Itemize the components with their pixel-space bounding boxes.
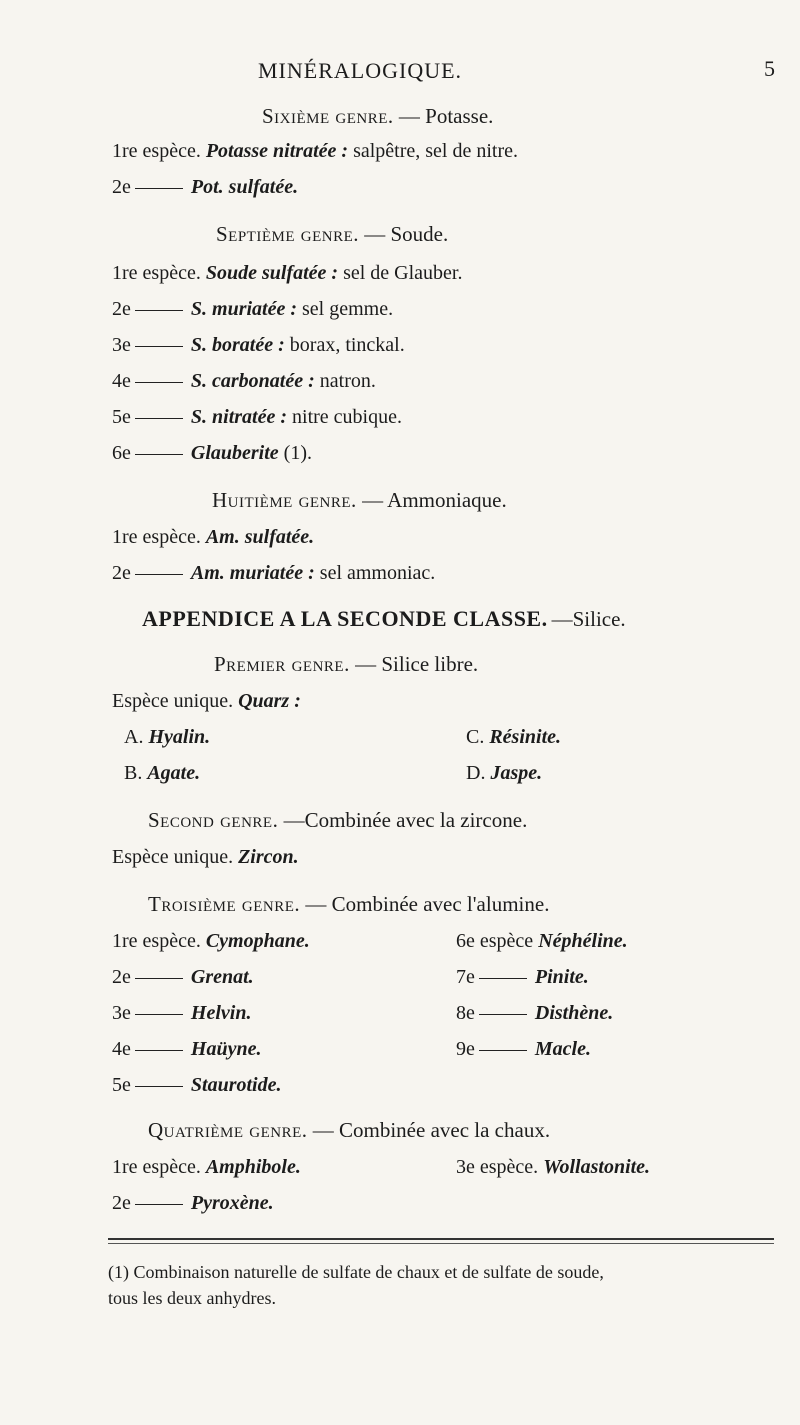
section-heading-huitieme: Huitième genre. — Ammoniaque.: [212, 488, 507, 512]
entry-row: 1re espèce. Am. sulfatée.: [112, 526, 315, 548]
section-heading-second: Second genre. —Combinée avec la zircone.: [148, 808, 528, 832]
entry-row: 2e Grenat.: [112, 966, 254, 988]
section-heading-septieme: Septième genre. — Soude.: [216, 222, 449, 246]
footnote-rule-thin: [108, 1243, 774, 1244]
variety-item: B. Agate.: [124, 762, 201, 784]
entry-row: 1re espèce. Cymophane.: [112, 930, 310, 952]
variety-item: D. Jaspe.: [466, 762, 543, 784]
entry-row: 1re espèce. Amphibole.: [112, 1156, 301, 1178]
footnote-rule: [108, 1238, 774, 1240]
variety-item: A. Hyalin.: [124, 726, 211, 748]
page-number: 5: [764, 56, 775, 81]
entry-row: 5e S. nitratée : nitre cubique.: [112, 406, 402, 428]
entry-row: 2e Pot. sulfatée.: [112, 176, 299, 198]
entry-row: 1re espèce. Soude sulfatée : sel de Glauber.: [112, 262, 463, 284]
entry-row: 3e Helvin.: [112, 1002, 252, 1024]
unique-species: Espèce unique. Zircon.: [112, 846, 299, 868]
unique-species: Espèce unique. Quarz :: [112, 690, 301, 712]
entry-row: 6e espèce Néphéline.: [456, 930, 628, 952]
entry-row: 2e S. muriatée : sel gemme.: [112, 298, 394, 320]
footnote-continued: tous les deux anhydres.: [108, 1288, 276, 1308]
entry-row: 4e Haüyne.: [112, 1038, 262, 1060]
entry-row: 1re espèce. Potasse nitratée : salpêtre, sel de nitre.: [112, 140, 518, 162]
entry-row: 5e Staurotide.: [112, 1074, 282, 1096]
entry-row: 9e Macle.: [456, 1038, 591, 1060]
variety-item: C. Résinite.: [466, 726, 562, 748]
footnote: (1) Combinaison naturelle de sulfate de chaux et de sulfate de soude,: [108, 1262, 604, 1282]
section-heading-quatrieme: Quatrième genre. — Combinée avec la chaux.: [148, 1118, 551, 1142]
appendix-heading: APPENDICE A LA SECONDE CLASSE. —Silice.: [142, 606, 626, 631]
entry-row: 3e S. boratée : borax, tinckal.: [112, 334, 405, 356]
entry-row: 2e Am. muriatée : sel ammoniac.: [112, 562, 436, 584]
entry-row: 7e Pinite.: [456, 966, 589, 988]
section-heading-sixieme: Sixième genre. — Potasse.: [262, 104, 494, 128]
entry-row: 2e Pyroxène.: [112, 1192, 274, 1214]
entry-row: 6e Glauberite (1).: [112, 442, 312, 464]
section-heading-troisieme: Troisième genre. — Combinée avec l'alumine.: [148, 892, 550, 916]
entry-row: 4e S. carbonatée : natron.: [112, 370, 376, 392]
running-title: MINÉRALOGIQUE.: [258, 58, 463, 83]
entry-row: 3e espèce. Wollastonite.: [456, 1156, 651, 1178]
section-heading-premier: Premier genre. — Silice libre.: [214, 652, 479, 676]
entry-row: 8e Disthène.: [456, 1002, 614, 1024]
